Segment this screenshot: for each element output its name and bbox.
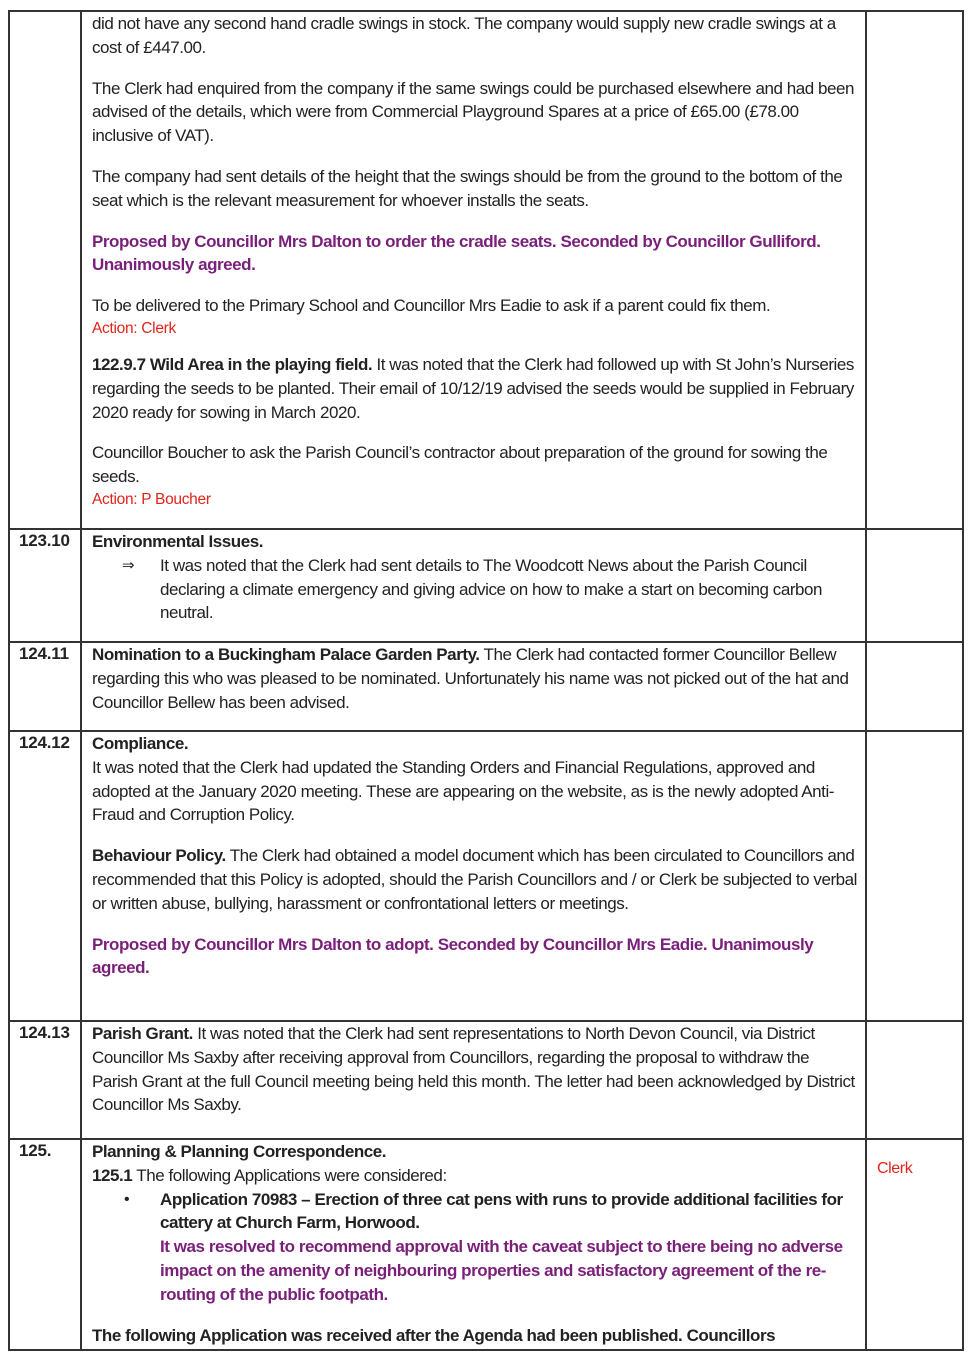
action-cell (866, 731, 963, 1021)
nomination-text: The Clerk had contacted former Councillor Bellew regarding this who was pleased to be nominated. Unfortunately his name was not picked out of the hat and Councillor Bellew has been advised. (92, 645, 849, 712)
table-row-environmental (9, 529, 963, 642)
item-number: 124.11 (9, 642, 81, 731)
item-number: 124.13 (9, 1021, 81, 1139)
paragraph-wild-area (92, 353, 857, 424)
paragraph-grant (92, 1022, 857, 1117)
paragraph-behaviour (92, 844, 857, 915)
action-boucher: Action: P Boucher (92, 490, 211, 508)
item-body-cell (81, 642, 866, 731)
item-number: 125. (9, 1139, 81, 1350)
table-row-compliance (9, 731, 963, 1021)
paragraph-delivery: To be delivered to the Primary School and Councillor Mrs Eadie to ask if a parent could fix them. (92, 296, 771, 316)
item-number: 123.10 (9, 529, 81, 642)
planning-heading: Planning & Planning Correspondence. (92, 1142, 387, 1161)
action-cell (866, 529, 963, 642)
behaviour-heading: Behaviour Policy. (92, 846, 226, 866)
item-number-cell (9, 11, 81, 529)
planning-sub-number: 125.1 (92, 1165, 133, 1185)
wild-area-heading: 122.9.7 Wild Area in the playing field. (92, 354, 373, 374)
action-cell (866, 11, 963, 529)
application-resolution: It was resolved to recommend approval with the caveat subject to there being no adverse impact on the amenity of neighbouring properties and satisfactory agreement of the re-routing of the public footpath. (160, 1237, 843, 1304)
paragraph-nomination (92, 643, 857, 714)
planning-sub-text: The following Applications were considered: (132, 1165, 447, 1185)
item-body-cell (81, 1139, 866, 1350)
item-body-cell (81, 731, 866, 1021)
environmental-heading: Environmental Issues. (92, 532, 264, 551)
resolution-behaviour: Proposed by Councillor Mrs Dalton to adopt. Seconded by Councillor Mrs Eadie. Unanimously agreed. (92, 934, 814, 978)
minutes-table (8, 10, 964, 1351)
item-body-cell (81, 11, 866, 529)
item-body-cell (81, 1021, 866, 1139)
table-row-planning (9, 1139, 963, 1350)
table-row-nomination (9, 642, 963, 731)
paragraph-cradle-swings: did not have any second hand cradle swings in stock. The company would supply new cradle swings at a cost of £447.00. (92, 14, 836, 57)
table-row-grant (9, 1021, 963, 1139)
wild-area-text: It was noted that the Clerk had followed up with St John’s Nurseries regarding the seeds to be planted. Their email of 10/12/19 advised the seeds would be supplied in February 2020 ready for sowing in March 2020. (92, 354, 854, 422)
paragraph-late-application: The following Application was received after the Agenda had been published. Councillors (92, 1325, 776, 1345)
environmental-item-text: It was noted that the Clerk had sent details to The Woodcott News about the Parish Council declaring a climate emergency and giving advice on how to make a start on becoming carbon neutral. (160, 555, 823, 623)
list-item (122, 554, 857, 625)
list-item (124, 1188, 857, 1307)
table-row-continuation (9, 11, 963, 529)
item-body-cell (81, 529, 866, 642)
bullet-icon: • (124, 1190, 130, 1208)
action-clerk: Action: Clerk (92, 319, 176, 337)
nomination-heading: Nomination to a Buckingham Palace Garden Party. (92, 645, 480, 664)
paragraph-swing-height: The company had sent details of the height that the swings should be from the ground to the bottom of the seat which is the relevant measurement for whoever installs the seats. (92, 166, 843, 210)
paragraph-applications (92, 1164, 857, 1188)
paragraph-clerk-enquired: The Clerk had enquired from the company if the same swings could be purchased elsewhere and had been advised of the details, which were from Commercial Playground Spares at a price of £65.00 (£78.00 inclusive of VAT). (92, 78, 855, 146)
action-cell (866, 1021, 963, 1139)
action-cell (866, 1139, 963, 1350)
compliance-heading: Compliance. (92, 734, 189, 753)
item-number: 124.12 (9, 731, 81, 1021)
paragraph-boucher: Councillor Boucher to ask the Parish Council’s contractor about preparation of the ground for sowing the seeds. (92, 443, 828, 487)
action-clerk-planning: Clerk (877, 1160, 913, 1177)
application-title: Application 70983 – Erection of three cat pens with runs to provide additional facilities for cattery at Church Farm, Horwood. (160, 1189, 843, 1233)
grant-heading: Parish Grant. (92, 1024, 193, 1043)
arrow-right-icon: ⇒ (122, 556, 135, 574)
grant-text: It was noted that the Clerk had sent representations to North Devon Council, via District Councillor Ms Saxby after receiving approval from Councillors, regarding the proposal to withdraw the Parish Grant at the full Council meeting being held this month. The letter had been acknowledged by District Councillor Ms Saxby. (92, 1024, 855, 1115)
behaviour-text: The Clerk had obtained a model document which has been circulated to Councillors and recommended that this Policy is adopted, should the Parish Councillors and / or Clerk be subjected to verbal or written abuse, bullying, harassment or confrontational letters or meetings. (92, 846, 858, 913)
resolution-cradle-seats: Proposed by Councillor Mrs Dalton to order the cradle seats. Seconded by Councillor Gulliford. Unanimously agreed. (92, 231, 821, 275)
paragraph-compliance: It was noted that the Clerk had updated the Standing Orders and Financial Regulations, approved and adopted at the January 2020 meeting. These are appearing on the website, as is the newly adopted Anti-Fraud and Corruption Policy. (92, 757, 834, 825)
action-cell (866, 642, 963, 731)
